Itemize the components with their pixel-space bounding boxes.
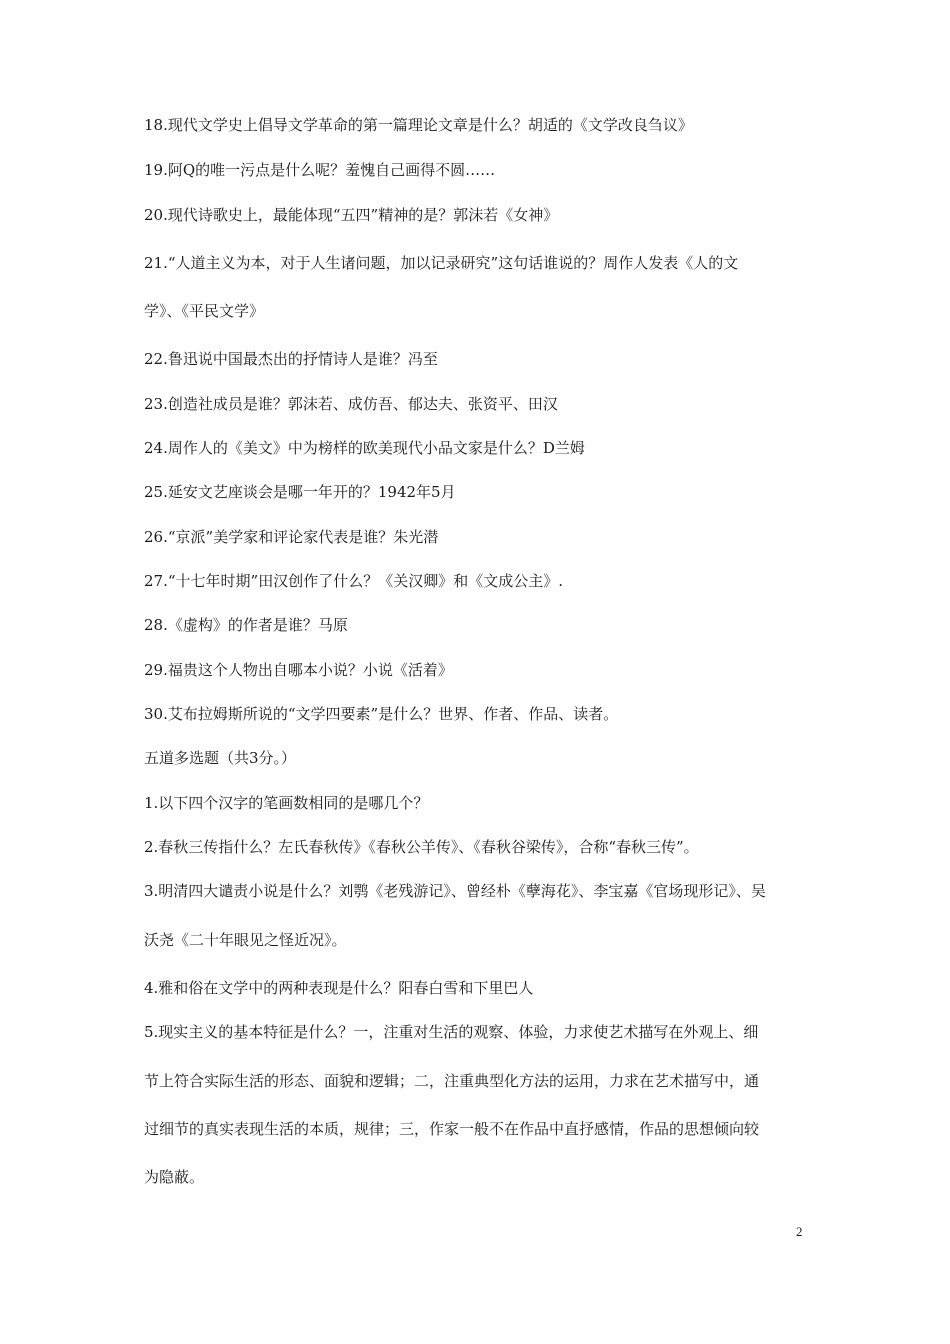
question-19: 19.阿Q的唯一污点是什么呢？羞愧自己画得不圆…… xyxy=(144,161,496,179)
question-26: 26.“京派”美学家和评论家代表是谁？朱光潜 xyxy=(144,528,439,546)
mc-question-5: 5.现实主义的基本特征是什么？一，注重对生活的观察、体验，力求使艺术描写在外观上、细 xyxy=(144,1023,759,1041)
question-25: 25.延安文艺座谈会是哪一年开的？1942年5月 xyxy=(144,483,456,501)
mc-question-4: 4.雅和俗在文学中的两种表现是什么？阳春白雪和下里巴人 xyxy=(144,979,534,997)
question-29: 29.福贵这个人物出自哪本小说？小说《活着》 xyxy=(144,661,453,679)
question-24: 24.周作人的《美文》中为榜样的欧美现代小品文家是什么？D兰姆 xyxy=(144,439,585,457)
question-30: 30.艾布拉姆斯所说的“文学四要素”是什么？世界、作者、作品、读者。 xyxy=(144,705,619,723)
mc-question-5-cont-2: 过细节的真实表现生活的本质，规律；三，作家一般不在作品中直抒感情，作品的思想倾向较 xyxy=(144,1120,760,1138)
page-number: 2 xyxy=(796,1224,803,1239)
question-21-cont: 学》、《平民文学》 xyxy=(144,302,265,320)
mc-question-2: 2.春秋三传指什么？左氏春秋传》《春秋公羊传》、《春秋谷梁传》，合称“春秋三传”。 xyxy=(144,838,699,856)
question-18: 18.现代文学史上倡导文学革命的第一篇理论文章是什么？胡适的《文学改良刍议》 xyxy=(144,116,693,134)
mc-question-3: 3.明清四大谴责小说是什么？刘鹗《老残游记》、曾经朴《孽海花》、李宝嘉《官场现形记》、吴 xyxy=(144,882,766,900)
mc-question-5-cont-1: 节上符合实际生活的形态、面貌和逻辑；二，注重典型化方法的运用，力求在艺术描写中，通 xyxy=(144,1072,760,1090)
section-heading: 五道多选题（共3分。） xyxy=(144,749,297,767)
mc-question-1: 1.以下四个汉字的笔画数相同的是哪几个？ xyxy=(144,794,429,812)
mc-question-5-cont-3: 为隐蔽。 xyxy=(144,1168,205,1186)
question-28: 28.《虚构》的作者是谁？马原 xyxy=(144,616,348,634)
question-27: 27.“十七年时期”田汉创作了什么？《关汉卿》和《文成公主》. xyxy=(144,572,563,590)
mc-question-3-cont: 沃尧《二十年眼见之怪近况》。 xyxy=(144,931,347,949)
question-23: 23.创造社成员是谁？郭沫若、成仿吾、郁达夫、张资平、田汉 xyxy=(144,395,558,413)
question-21: 21.“人道主义为本，对于人生诸问题，加以记录研究”这句话谁说的？周作人发表《人的文 xyxy=(144,254,739,272)
question-22: 22.鲁迅说中国最杰出的抒情诗人是谁？冯至 xyxy=(144,350,438,368)
question-20: 20.现代诗歌史上，最能体现“五四”精神的是？郭沫若《女神》 xyxy=(144,206,559,224)
